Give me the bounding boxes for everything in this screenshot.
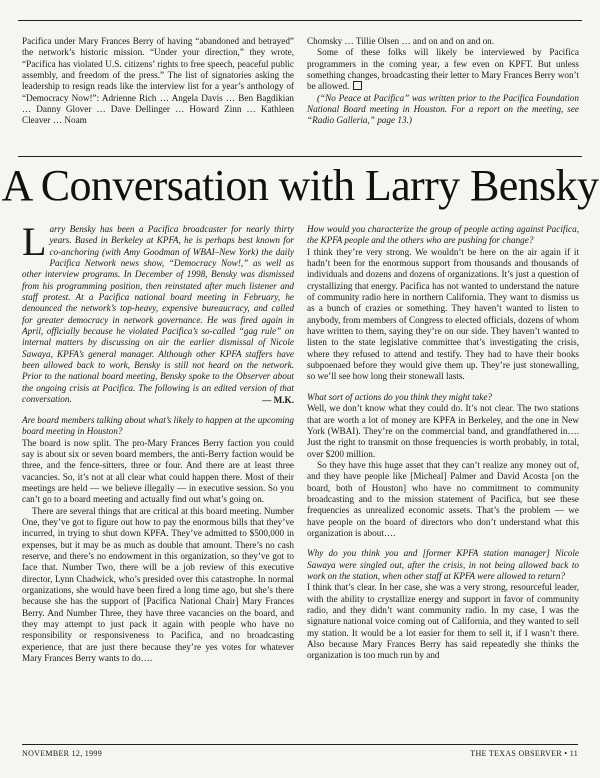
previous-article-paragraph: Pacifica under Mary Frances Berry of having “abandoned and betrayed” the network’s historic mission. “Under your direction,” they wrote, “Pacifica has violated U.S. citizens’ rights to free speech, peaceful public assembly, and freedom of the press.” The list of signatories asking the leadership to resign reads like the interview list for a year’s anthology of “Democracy Now!”: Adrienne Rich … Angela Davis … Ben Bagdikian … Danny Glover … Dave Dellinger … Howard Zinn … Kathleen Cleaver … Noam	[22, 36, 294, 126]
article-left-column	[22, 219, 294, 664]
byline: — M.K.	[262, 394, 294, 405]
section-rule	[18, 156, 582, 157]
previous-article-paragraph: Some of these folks will likely be interviewed by Pacifica programmers in the coming year, a few even on KPFT. But unless something changes, broadcasting their letter to Mary Frances Berry won’t be allowed.	[307, 47, 579, 92]
page-footer	[22, 744, 578, 758]
interview-answer: Well, we don’t know what they could do. It’s not clear. The two stations that are worth a lot of money are KPFA in Berkeley, and the one in New York (WBAI). They’re on the commercial band, and grandfathered in…. Just the right to transmit on those frequencies is worth probably, in total, over $200 million.	[307, 403, 579, 459]
top-rule	[18, 20, 582, 21]
previous-article-right-column	[307, 36, 579, 127]
end-mark-icon	[353, 81, 362, 90]
publication-folio: THE TEXAS OBSERVER • 11	[470, 749, 578, 758]
interview-answer: The board is now split. The pro-Mary Frances Berry faction you could say is about six or seven board members, the anti-Berry faction would be three, and the fence-sitters, three or four. And there are at least three vacancies. So, it’s not at all clear what could happen there. Most of their meetings are held — we believe illegally — in executive session. So you can’t go to a board meeting and actually find out what’s going on.	[22, 437, 294, 505]
interview-question: How would you characterize the group of people acting against Pacifica, the KPFA people and the others who are pushing for change?	[307, 224, 579, 246]
article-headline: A Conversation with Larry Bensky	[1, 161, 599, 210]
interview-question: Why do you think you and [former KPFA station manager] Nicole Sawaya were singled out, after the crisis, in not being allowed back to work on the station, when other staff at KPFA were allowed to return?	[307, 548, 579, 581]
article-intro	[22, 219, 294, 406]
drop-cap: L	[22, 219, 47, 264]
interview-answer: There are several things that are critical at this board meeting. Number One, they’ve got to figure out how to pay the enormous bills that they’ve incurred, in trying to shut down KPFA. They’ve admitted to $500,000 in expenses, but it may be as much as double that amount. There’s no cash reserve, and there’s no endowment in this organization, so they’ve got to face that. Number Two, there will be a job review of this executive director, Lynn Chadwick, who’s presided over this catastrophe. In normal organizations, she would have been fired a long time ago, but she’s there because she has the support of [Pacifica National Chair] Mary Frances Berry. And Number Three, they have three vacancies on the board, and they may attempt to just pack it again with people who have no responsibility or responsiveness to Pacifica, and no broadcasting experience, that are just there because they’re yes votes for whatever Mary Frances Berry wants to do….	[22, 505, 294, 664]
interview-question: Are board members talking about what’s likely to happen at the upcoming board meeting in Houston?	[22, 414, 294, 437]
interview-answer: I think they’re very strong. We wouldn’t be here on the air again if it hadn’t been for the enormous support from thousands and thousands of individuals and dozens and dozens of organizations. It’s just a question of crystallizing that energy. Pacifica has not wanted to understand the nature of community radio here in northern California. They want to dismiss us as a bunch of crazies or something. They haven’t wanted to listen to anybody, from members of Congress to elected officials, dozens of whom have written to them, saying they’re on our side. They haven’t wanted to listen to the state legislative committee that’s investigating the crisis, where they refused to attend and testify. They had to have their books subpoenaed before they would give them up. They’re just stonewalling, so we’ll see how long their stonewall lasts.	[307, 246, 579, 382]
editor-note: (“No Peace at Pacifica” was written prior to the Pacifica Foundation National Board meeting in Houston. For a report on the meeting, see “Radio Galleria,” page 13.)	[307, 92, 579, 126]
interview-answer: So they have this huge asset that they can’t realize any money out of, and they have people like [Micheal] Palmer and David Acosta [on the board, both of Houston] who have no commitment to community broadcasting and to the mission statement of Pacifica, but see these frequencies as unrealized economic assets. That’s the problem — we have people on the board of directors who don’t understand what this organization is about….	[307, 459, 579, 538]
article-right-column	[307, 224, 579, 662]
interview-question: What sort of actions do you think they might take?	[307, 391, 492, 402]
previous-article-left-column	[22, 36, 294, 127]
issue-date: NOVEMBER 12, 1999	[22, 749, 102, 758]
interview-answer: I think that’s clear. In her case, she was a very strong, resourceful leader, with the ability to crystallize energy and support in favor of community radio, and they didn’t want community radio. In my case, I was the signature national voice coming out of California, and they wanted to sell my station. It would be a lot easier for them to sell it, if I wasn’t there. Also because Mary Frances Berry has said repeatedly she thinks the organization is too much run by and	[307, 582, 579, 661]
previous-article-paragraph: Chomsky … Tillie Olsen … and on and on and on.	[307, 36, 495, 46]
intro-text: arry Bensky has been a Pacifica broadcaster for nearly thirty years. Based in Berkeley at KPFA, he is perhaps best known for co-anchoring (with Amy Goodman of WBAI–New York) the daily Pacifica Network news show, “Democracy Now!,” as well as other interview programs. In December of 1998, Bensky was dismissed from his programming position, then reinstated after much listener and staff protest. At a Pacifica national board meeting in February, he denounced the network’s top-heavy, expensive bureaucracy, and called for greater democracy in network governance. He was fired again in April, officially because he violated Pacifica’s so-called “gag rule” on internal matters by discussing on air the earlier dismissal of Nicole Sawaya, KPFA’s general manager. Although other KPFA staffers have been allowed back to work, Bensky is still not heard on the network. Prior to the national board meeting, Bensky spoke to the Observer about the ongoing crisis at Pacifica. The following is an edited version of that conversation.	[22, 224, 294, 405]
